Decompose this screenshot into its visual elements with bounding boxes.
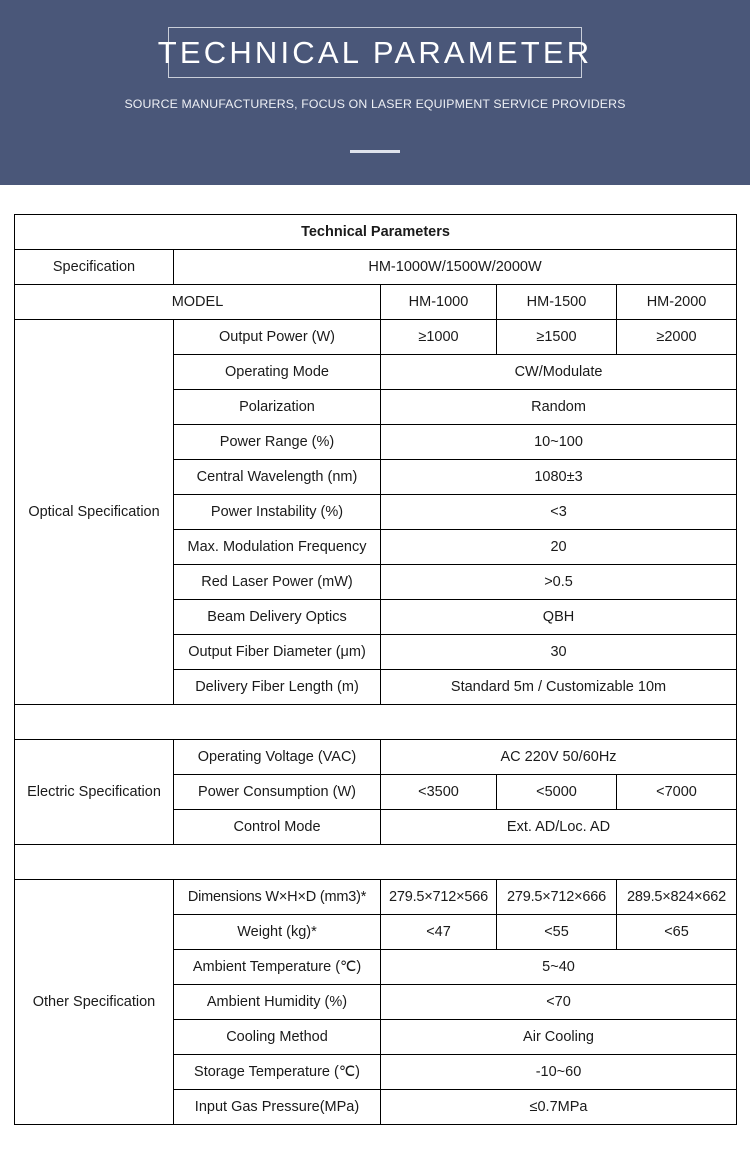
param-value-merged: -10~60 xyxy=(381,1055,737,1090)
param-value-merged: 1080±3 xyxy=(381,460,737,495)
param-name: Power Range (%) xyxy=(174,425,381,460)
param-value-merged: Random xyxy=(381,390,737,425)
param-value-merged: 5~40 xyxy=(381,950,737,985)
param-name: Ambient Humidity (%) xyxy=(174,985,381,1020)
param-value-merged: >0.5 xyxy=(381,565,737,600)
section-label-2: Electric Specification xyxy=(15,740,174,845)
section-spacer-cell xyxy=(15,705,737,740)
section-label-1: Optical Specification xyxy=(15,320,174,705)
param-value-2: <55 xyxy=(497,915,617,950)
param-name: Power Instability (%) xyxy=(174,495,381,530)
param-name: Polarization xyxy=(174,390,381,425)
param-name: Delivery Fiber Length (m) xyxy=(174,670,381,705)
param-value-1: <47 xyxy=(381,915,497,950)
param-name: Dimensions W×H×D (mm3)* xyxy=(174,880,381,915)
param-value-3: ≥2000 xyxy=(617,320,737,355)
param-value-3: 289.5×824×662 xyxy=(617,880,737,915)
param-value-merged: 30 xyxy=(381,635,737,670)
param-name: Storage Temperature (℃) xyxy=(174,1055,381,1090)
param-name: Output Power (W) xyxy=(174,320,381,355)
param-name: Input Gas Pressure(MPa) xyxy=(174,1090,381,1125)
specification-row xyxy=(15,250,737,285)
param-value-2: <5000 xyxy=(497,775,617,810)
specification-label: Specification xyxy=(15,250,174,285)
param-name: Beam Delivery Optics xyxy=(174,600,381,635)
param-value-1: 279.5×712×566 xyxy=(381,880,497,915)
banner-title-box xyxy=(157,27,593,78)
param-name: Central Wavelength (nm) xyxy=(174,460,381,495)
table-title-cell: Technical Parameters xyxy=(15,215,737,250)
specification-value: HM-1000W/1500W/2000W xyxy=(174,250,737,285)
param-value-1: ≥1000 xyxy=(381,320,497,355)
param-name: Power Consumption (W) xyxy=(174,775,381,810)
banner-subtitle: SOURCE MANUFACTURERS, FOCUS ON LASER EQUIPMENT SERVICE PROVIDERS xyxy=(124,97,626,111)
param-name: Control Mode xyxy=(174,810,381,845)
model-header-1: HM-1000 xyxy=(381,285,497,320)
param-value-merged: Standard 5m / Customizable 10m xyxy=(381,670,737,705)
table-row xyxy=(15,740,737,775)
param-value-3: <7000 xyxy=(617,775,737,810)
param-value-3: <65 xyxy=(617,915,737,950)
param-value-merged: ≤0.7MPa xyxy=(381,1090,737,1125)
technical-parameters-table xyxy=(14,214,737,1125)
param-name: Output Fiber Diameter (μm) xyxy=(174,635,381,670)
section-spacer-row xyxy=(15,845,737,880)
param-name: Cooling Method xyxy=(174,1020,381,1055)
model-header-3: HM-2000 xyxy=(617,285,737,320)
section-spacer-row xyxy=(15,705,737,740)
banner-divider-rule xyxy=(350,150,400,153)
param-value-2: 279.5×712×666 xyxy=(497,880,617,915)
model-header-2: HM-1500 xyxy=(497,285,617,320)
spec-table-container xyxy=(0,185,750,1125)
param-name: Operating Mode xyxy=(174,355,381,390)
section-spacer-cell xyxy=(15,845,737,880)
banner-title: TECHNICAL PARAMETER xyxy=(157,34,593,70)
param-value-merged: 10~100 xyxy=(381,425,737,460)
table-row xyxy=(15,320,737,355)
param-value-merged: Ext. AD/Loc. AD xyxy=(381,810,737,845)
section-label-3: Other Specification xyxy=(15,880,174,1125)
param-value-merged: CW/Modulate xyxy=(381,355,737,390)
param-value-merged: 20 xyxy=(381,530,737,565)
param-value-merged: <3 xyxy=(381,495,737,530)
param-value-merged: Air Cooling xyxy=(381,1020,737,1055)
param-value-merged: <70 xyxy=(381,985,737,1020)
param-value-merged: AC 220V 50/60Hz xyxy=(381,740,737,775)
param-name: Operating Voltage (VAC) xyxy=(174,740,381,775)
param-value-2: ≥1500 xyxy=(497,320,617,355)
table-title-row xyxy=(15,215,737,250)
spec-table-body xyxy=(15,215,737,1125)
param-value-1: <3500 xyxy=(381,775,497,810)
model-label: MODEL xyxy=(15,285,381,320)
param-name: Red Laser Power (mW) xyxy=(174,565,381,600)
page-banner xyxy=(0,0,750,185)
table-row xyxy=(15,880,737,915)
param-name: Weight (kg)* xyxy=(174,915,381,950)
param-name: Max. Modulation Frequency xyxy=(174,530,381,565)
model-row xyxy=(15,285,737,320)
param-name: Ambient Temperature (℃) xyxy=(174,950,381,985)
param-value-merged: QBH xyxy=(381,600,737,635)
